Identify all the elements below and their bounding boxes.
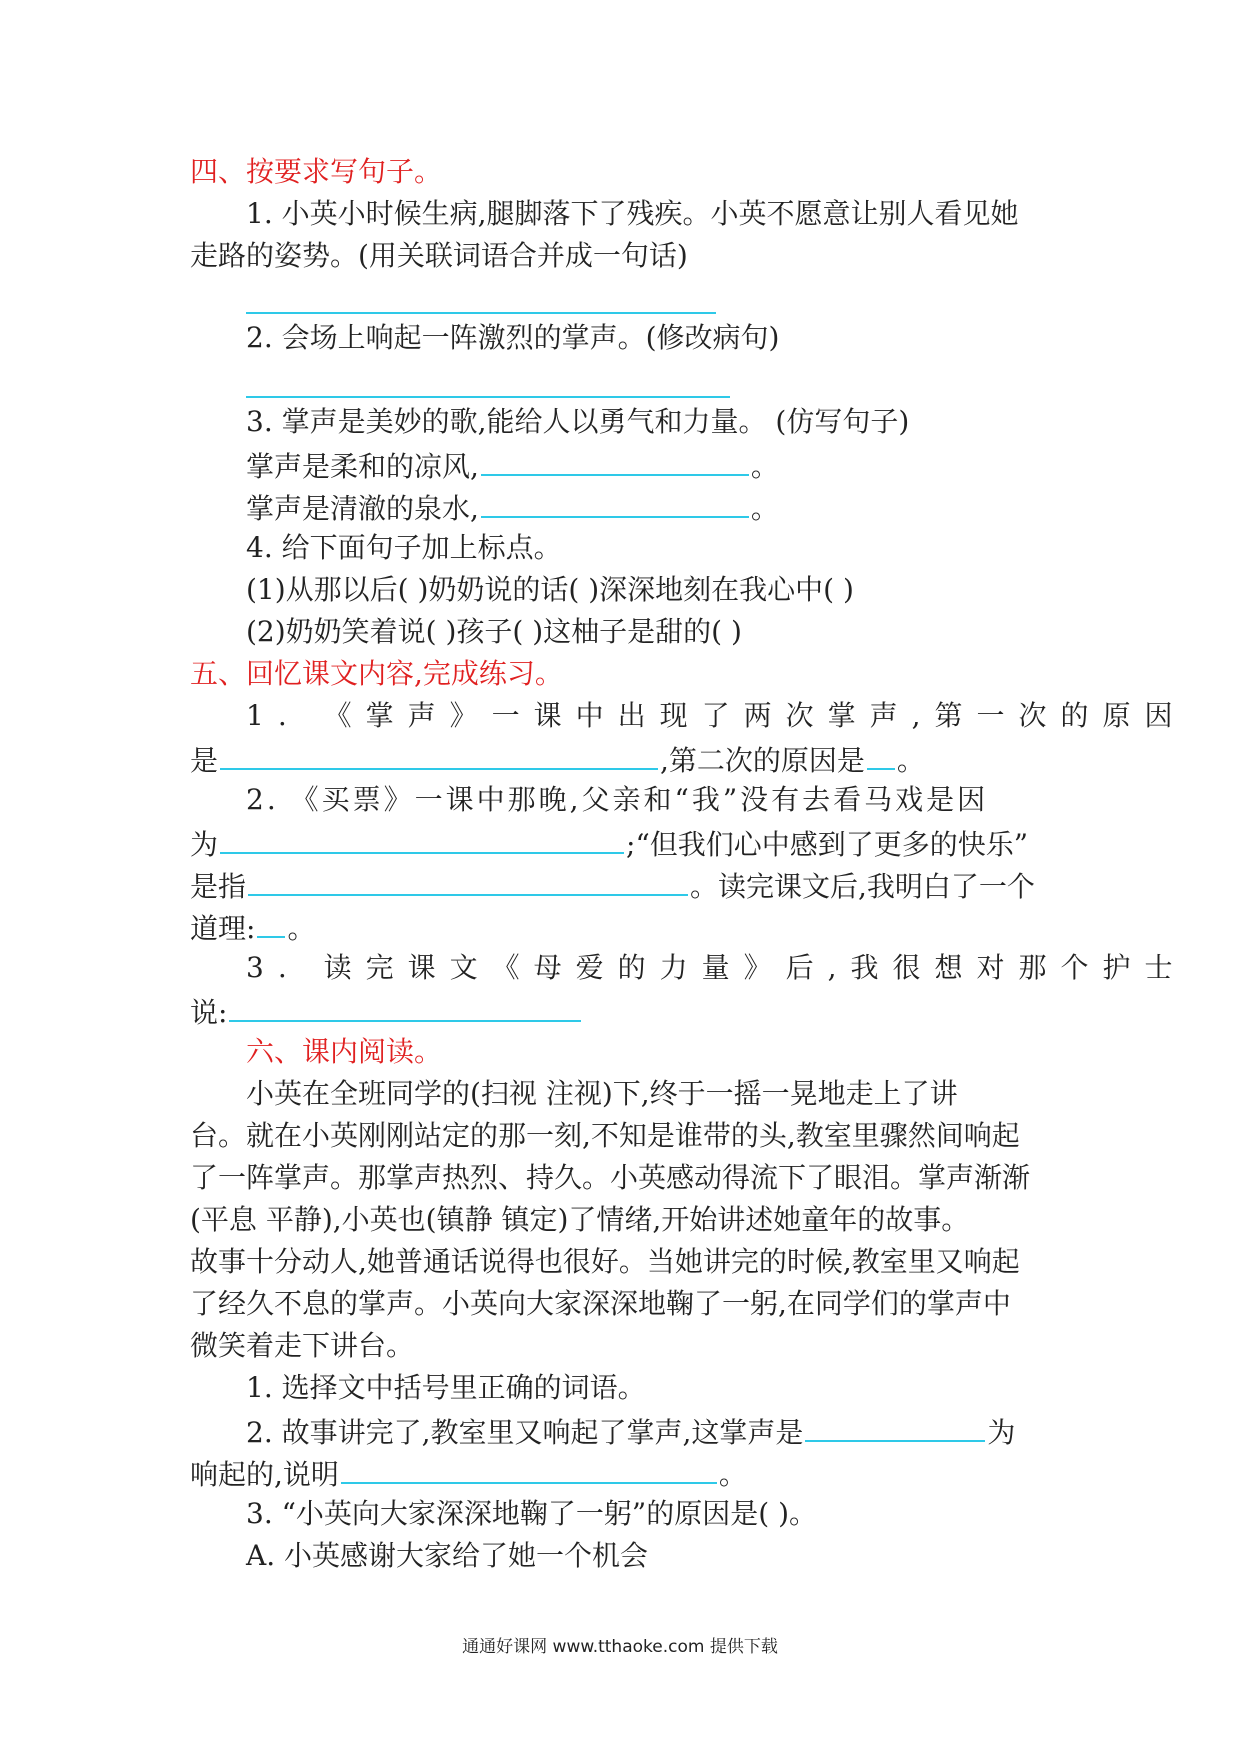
s5-q3-pre: 说: — [190, 996, 228, 1029]
s4-q1-line2: 走路的姿势。(用关联词语合并成一句话) — [190, 239, 688, 272]
s4-q3a-line — [246, 444, 779, 484]
section-4-title: 四、按要求写句子。 — [190, 155, 443, 188]
s6-q2b-end: 。 — [718, 1458, 747, 1491]
s5-q2-line1: 2. 《买票》一课中那晚,父亲和“我”没有去看马戏是因 — [246, 783, 989, 816]
section-5-title: 五、回忆课文内容,完成练习。 — [190, 657, 563, 690]
s4-q3a-blank[interactable] — [481, 444, 749, 476]
s4-q3b-blank[interactable] — [481, 486, 749, 518]
s6-q2-end: 为 — [987, 1416, 1016, 1449]
s5-q2-line4 — [190, 906, 315, 946]
s4-q4a: (1)从那以后( )奶奶说的话( )深深地刻在我心中( ) — [246, 573, 854, 606]
s5-q2-blank-3[interactable] — [257, 906, 285, 938]
s6-q2-line1 — [246, 1410, 1015, 1450]
section-6-title: 六、课内阅读。 — [246, 1035, 443, 1068]
s5-q3-line2 — [190, 990, 583, 1030]
s5-q1-end: 。 — [896, 744, 925, 777]
s5-q2d-pre: 道理: — [190, 912, 256, 945]
s6-q1: 1. 选择文中括号里正确的词语。 — [246, 1371, 646, 1404]
s6-q3-option-a: A. 小英感谢大家给了她一个机会 — [246, 1539, 649, 1572]
s6-q2b-pre: 响起的,说明 — [190, 1458, 339, 1491]
s5-q1-pre: 是 — [190, 744, 219, 777]
s4-q4b: (2)奶奶笑着说( )孩子( )这柚子是甜的( ) — [246, 615, 742, 648]
s6-para-line7: 微笑着走下讲台。 — [190, 1329, 415, 1362]
s4-q2-answer-blank[interactable] — [246, 396, 730, 398]
s4-q3b-text: 掌声是清澈的泉水, — [246, 492, 479, 525]
s5-q2c-post: 。读完课文后,我明白了一个 — [690, 870, 1035, 903]
s4-q3a-period: 。 — [750, 450, 779, 483]
s4-q3: 3. 掌声是美妙的歌,能给人以勇气和力量。 (仿写句子) — [246, 405, 910, 438]
s5-q2-line3 — [190, 864, 1035, 904]
s5-q2-line2 — [190, 822, 1028, 862]
s5-q2c-pre: 是指 — [190, 870, 247, 903]
s6-q3: 3. “小英向大家深深地鞠了一躬”的原因是( )。 — [246, 1497, 817, 1530]
s5-q1-blank-1[interactable] — [220, 738, 658, 770]
s5-q2-blank-2[interactable] — [248, 864, 688, 896]
s5-q2-post: ;“但我们心中感到了更多的快乐” — [626, 828, 1029, 861]
s4-q3a-text: 掌声是柔和的凉风, — [246, 450, 479, 483]
s5-q1-mid: ,第二次的原因是 — [660, 744, 865, 777]
s4-q3b-line — [246, 486, 779, 526]
s6-q2-blank-2[interactable] — [341, 1452, 717, 1484]
s6-q2-line2 — [190, 1452, 747, 1492]
s4-q1-answer-blank[interactable] — [246, 312, 716, 314]
s4-q3b-period: 。 — [750, 492, 779, 525]
s5-q2-blank-1[interactable] — [220, 822, 624, 854]
footer-credit: 通通好课网 www.tthaoke.com 提供下载 — [462, 1637, 778, 1657]
s5-q2d-end: 。 — [287, 912, 316, 945]
s4-q1-line1: 1. 小英小时候生病,腿脚落下了残疾。小英不愿意让别人看见她 — [246, 197, 1019, 230]
s6-para-line3: 了一阵掌声。那掌声热烈、持久。小英感动得流下了眼泪。掌声渐渐 — [190, 1161, 1031, 1194]
s6-para-line1: 小英在全班同学的(扫视 注视)下,终于一摇一晃地走上了讲 — [246, 1077, 958, 1110]
s4-q4: 4. 给下面句子加上标点。 — [246, 531, 562, 564]
s5-q3-blank[interactable] — [229, 990, 581, 1022]
s6-q2-blank-1[interactable] — [805, 1410, 985, 1442]
s6-q2-pre: 2. 故事讲完了,教室里又响起了掌声,这掌声是 — [246, 1416, 804, 1449]
s6-para-line2: 台。就在小英刚刚站定的那一刻,不知是谁带的头,教室里骤然间响起 — [190, 1119, 1020, 1152]
s5-q3-line1: 3. 读完课文《母爱的力量》后,我很想对那个护士 — [246, 951, 1187, 984]
s5-q1-blank-2[interactable] — [867, 738, 895, 770]
s4-q2: 2. 会场上响起一阵激烈的掌声。(修改病句) — [246, 321, 780, 354]
s6-para-line6: 了经久不息的掌声。小英向大家深深地鞠了一躬,在同学们的掌声中 — [190, 1287, 1011, 1320]
s5-q2-pre: 为 — [190, 828, 219, 861]
s5-q1-line2 — [190, 738, 925, 778]
s5-q1-line1: 1. 《掌声》一课中出现了两次掌声,第一次的原因 — [246, 699, 1187, 732]
s6-para-line4: (平息 平静),小英也(镇静 镇定)了情绪,开始讲述她童年的故事。 — [190, 1203, 970, 1236]
s6-para-line5: 故事十分动人,她普通话说得也很好。当她讲完的时候,教室里又响起 — [190, 1245, 1020, 1278]
